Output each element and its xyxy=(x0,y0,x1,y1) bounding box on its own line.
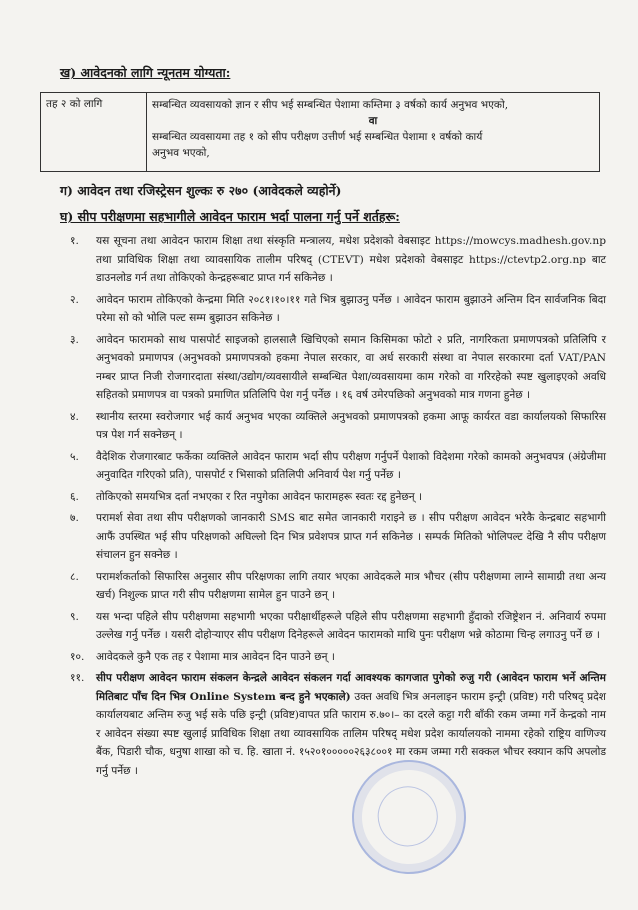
item-text-bold: सीप परीक्षण आवेदन फाराम संकलन केन्द्रले आवेदन संकलन गर्दा आवश्यक कागजात पुगेको रुजु गरी (आवेदन फाराम भर्ने अन्तिम मितिबाट पाँच दिन भित्र Online System बन्द हुने भएकाले) xyxy=(96,672,606,703)
list-item xyxy=(70,448,606,485)
section-gha-title: घ) सीप परीक्षणमा सहभागीले आवेदन फाराम भर्दा पालना गर्नु पर्ने शर्तहरू: xyxy=(60,209,400,224)
item-number: ८. xyxy=(70,570,79,583)
list-item xyxy=(70,331,606,405)
criteria-line-2: सम्बन्धित व्यवसायमा तह १ को सीप परीक्षण उत्तीर्ण भई सम्बन्धित पेशामा १ वर्षको कार्य xyxy=(152,131,483,143)
item-number: १०. xyxy=(70,650,85,663)
item-number: १. xyxy=(70,235,79,247)
list-item xyxy=(70,232,606,288)
item-text: उक्त अवधि भित्र अनलाइन फाराम इन्ट्री (प्रविष्ट) गरी परिषद् प्रदेश कार्यालयबाट अन्तिम रुजु भई सके पछि इन्ट्री (प्रविष्ट)वापत प्रति फाराम रु.७०।– का दरले कट्टा गरी बाँकी रकम जम्मा गर्ने केन्द्रको नाम र आवेदन संख्या स्पष्ट खुलाई प्राविधिक शिक्षा तथा व्यावसायिक तालिम परिषद् मधेश प्रदेश कार्यालयको नाममा रहेको राष्ट्रिय वाणिज्य बैंक, पिडारी चौक, धनुषा शाखा को च. हि. खाता नं. १५२०१०००००२६३८००१ मा रकम जम्मा गरी सक्कल भौचर स्क्यान कपि अपलोड गर्नु पर्नेछ । xyxy=(96,690,607,777)
item-number: ११. xyxy=(70,672,85,684)
list-item xyxy=(70,408,606,445)
list-item xyxy=(70,568,606,605)
item-text: परामर्श सेवा तथा सीप परीक्षणको जानकारी SMS बाट समेत जानकारी गराइने छ । सीप परीक्षण आवेदन भरेकै केन्द्रबाट सहभागी आफैं उपस्थित भई सीप परिक्षणको अघिल्लो दिन भित्र प्रवेशपत्र प्राप्त गर्न सकिनेछ । सम्पर्क मितिको भोलिपल्ट देखि नै सीप परीक्षण संचालन हुन सक्नेछ । xyxy=(96,512,606,561)
qualification-table xyxy=(40,92,600,172)
list-item xyxy=(70,291,606,328)
list-item xyxy=(70,648,606,667)
item-number: ६. xyxy=(70,490,79,503)
qualification-criteria xyxy=(147,93,600,172)
qualification-level-label: तह २ को लागि xyxy=(41,93,147,172)
list-item xyxy=(70,669,606,780)
item-text: स्थानीय स्तरमा स्वरोजगार भई कार्य अनुभव भएका व्यक्तिले अनुभवको प्रमाणपत्रको हकमा आफू कार्यरत वडा कार्यालयको सिफारिस पत्र पेश गर्न सक्नेछन् । xyxy=(96,410,606,441)
criteria-line-1: सम्बन्धित व्यवसायको ज्ञान र सीप भई सम्बन्धित पेशामा कम्तिमा ३ वर्षको कार्य अनुभव भएको, xyxy=(152,99,509,111)
item-text: यस भन्दा पहिले सीप परीक्षणमा सहभागी भएका परीक्षार्थीहरूले पहिले सीप परीक्षणमा सहभागी हुँदाको रजिष्ट्रेशन नं. अनिवार्य रुपमा उल्लेख गर्नु पर्नेछ । यसरी दोहोऱ्याएर सीप परीक्षण दिनेहरूले आवेदन फारामको माथि पुनः परीक्षण भन्ने कोठामा चिन्ह लगाउनु पर्ने छ । xyxy=(96,610,606,641)
item-text: परामर्शकर्ताको सिफारिस अनुसार सीप परिक्षणका लागि तयार भएका आवेदकले मात्र भौचर (सीप परीक्षणमा लाग्ने सामाग्री तथा अन्य खर्च) निशुल्क प्राप्त गरी सीप परीक्षणमा सामेल हुन पाउने छन् । xyxy=(96,570,606,601)
list-item xyxy=(70,488,606,507)
criteria-line-3: अनुभव भएको, xyxy=(152,147,210,159)
section-kha-title: ख) आवेदनको लागि न्यूनतम योग्यता: xyxy=(60,65,231,80)
list-item xyxy=(70,509,606,565)
item-text: आवेदन फाराम तोकिएको केन्द्रमा मिति २०८१।१०।११ गते भित्र बुझाउनु पर्नेछ । आवेदन फाराम बुझाउने अन्तिम दिन सार्वजनिक बिदा परेमा सो को भोलि पल्ट सम्म बुझाउन सकिनेछ । xyxy=(96,293,606,324)
item-number: २. xyxy=(70,293,79,306)
item-text: वैदेशिक रोजगारबाट फर्केका व्यक्तिले आवेदन फाराम भर्दा सीप परीक्षण गर्नुपर्ने पेशाको विदेशमा गरेको कामको अनुभवपत्र (अंग्रेजीमा अनुवादित गरिएको प्रति), पासपोर्ट र भिसाको प्रतिलिपी अनिवार्य पेश गर्नु पर्नेछ । xyxy=(96,450,606,481)
item-number: ९. xyxy=(70,610,79,623)
criteria-or: वा xyxy=(368,115,378,127)
section-ga-title: ग) आवेदन तथा रजिस्ट्रेसन शुल्कः रु २७० (आवेदकले व्यहोर्ने) xyxy=(60,183,342,198)
item-text: आवेदकले कुनै एक तह र पेशामा मात्र आवेदन दिन पाउने छन् । xyxy=(96,650,335,663)
item-text: आवेदन फारामको साथ पासपोर्ट साइजको हालसालै खिचिएको समान किसिमका फोटो २ प्रति, नागरिकता प्रमाणपत्रको प्रतिलिपि र अनुभवको प्रमाणपत्र (अनुभवको प्रमाणपत्रको हकमा नेपाल सरकार, वा अर्ध सरकारी संस्था वा नेपाल सरकारमा दर्ता VAT/PAN नम्बर प्राप्त निजी रोजगारदाता संस्था/उद्योग/व्यवसायीले सम्बन्धित पेशा/व्यवसायमा काम गरेको वा गरिरहेको स्पष्ट खुलाइएको अवधि सहितको प्रमाणपत्र वा पत्रको प्रमाणित प्रतिलिपि पेश गर्नु पर्नेछ । १६ वर्ष उमेरपछिको अनुभवको मात्र गणना हुनेछ । xyxy=(96,333,606,401)
item-number: ३. xyxy=(70,333,79,346)
list-item xyxy=(70,608,606,645)
item-number: ५. xyxy=(70,450,79,463)
item-number: ७. xyxy=(70,512,79,524)
item-text: यस सूचना तथा आवेदन फाराम शिक्षा तथा संस्कृति मन्त्रालय, मधेश प्रदेशको वेबसाइट https://mowcys.madhesh.gov.np तथा प्राविधिक शिक्षा तथा व्यावसायिक तालीम परिषद् (CTEVT) मधेश प्रदेशको वेबसाइट https://ctevtp2.org.np बाट डाउनलोड गर्न तथा तोकिएको केन्द्रहरूबाट प्राप्त गर्न सकिनेछ । xyxy=(96,235,606,284)
item-number: ४. xyxy=(70,410,79,423)
item-text: तोकिएको समयभित्र दर्ता नभएका र रित नपुगेका आवेदन फारामहरू स्वतः रद्द हुनेछन् । xyxy=(96,490,423,503)
conditions-list xyxy=(70,232,606,783)
